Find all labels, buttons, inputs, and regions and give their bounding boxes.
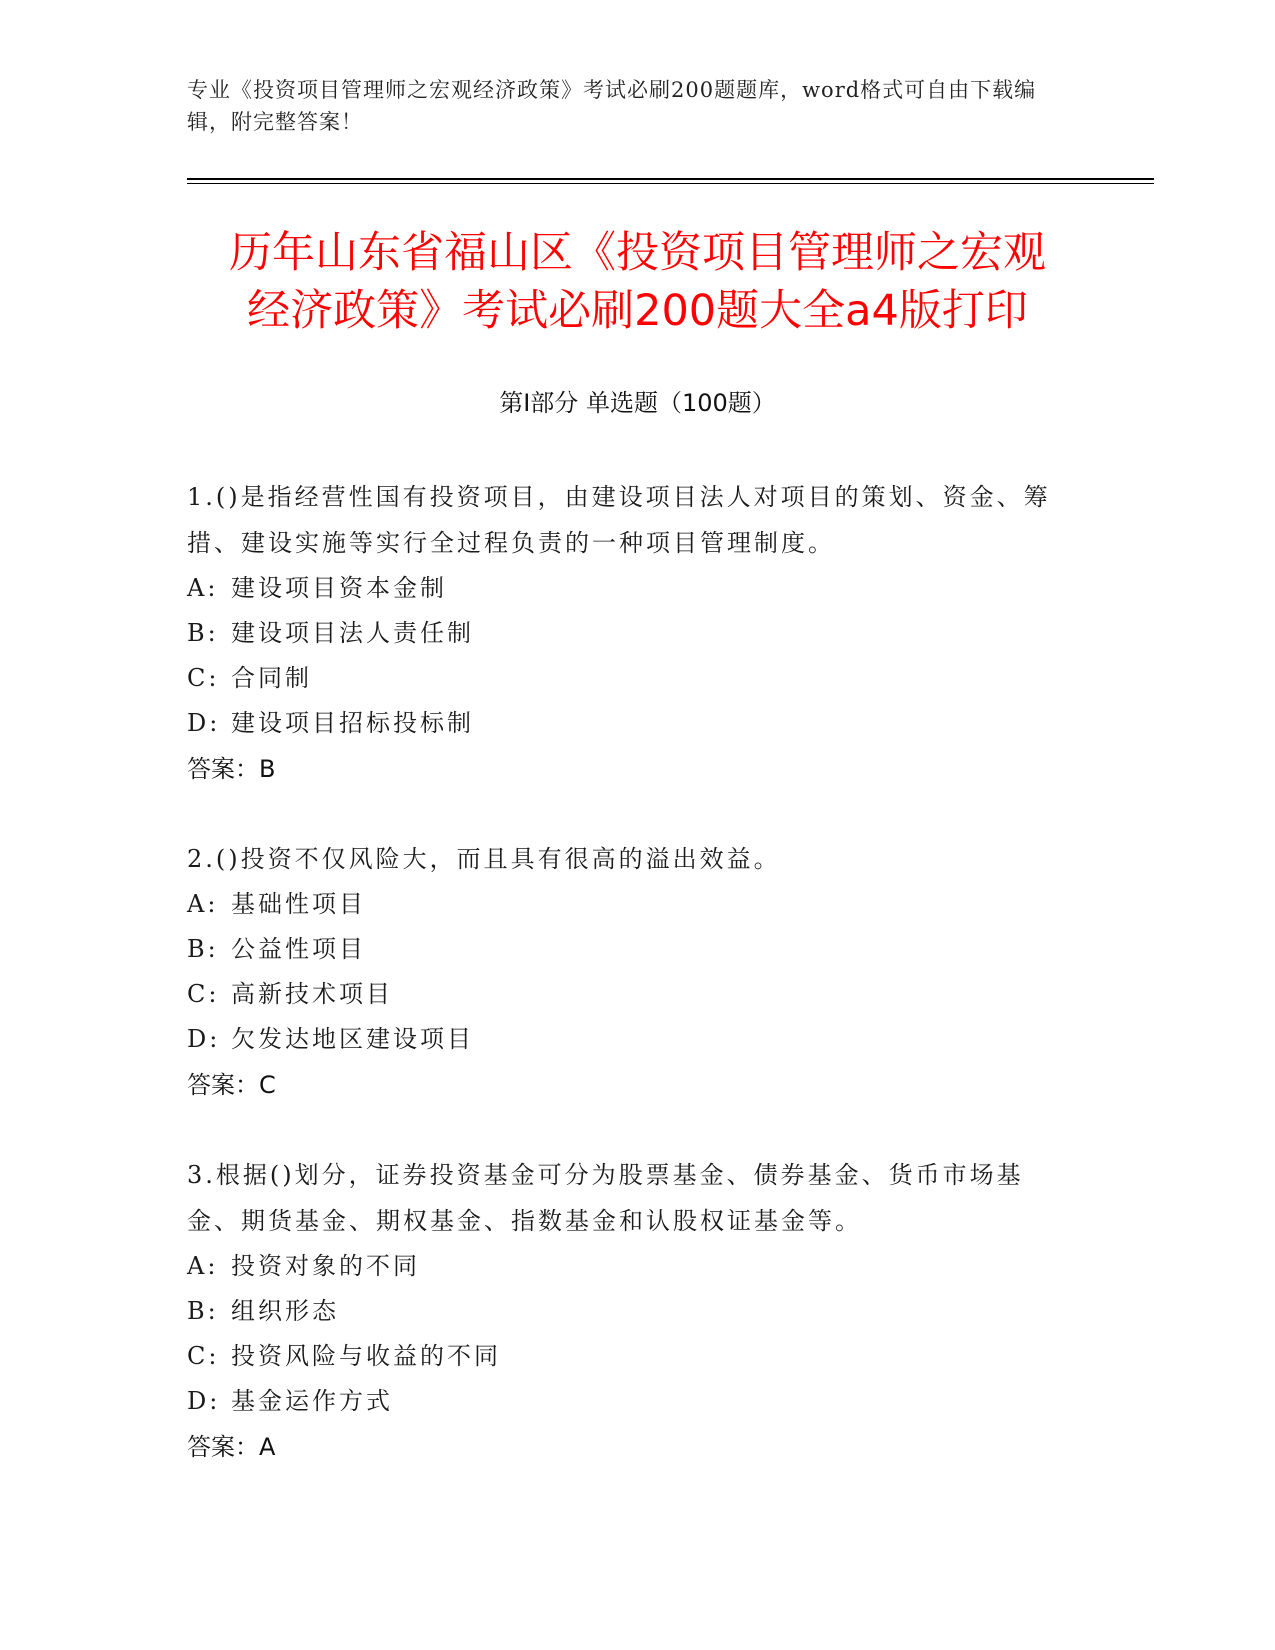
option-key: C:: [187, 664, 220, 692]
option-text: 基金运作方式: [231, 1387, 393, 1415]
option-text: 建设项目法人责任制: [231, 619, 474, 647]
option-key: B:: [187, 935, 219, 963]
header-divider-thick: [187, 178, 1154, 180]
option-key: C:: [187, 980, 220, 1008]
option-text: 建设项目资本金制: [231, 574, 447, 602]
option-key: A:: [187, 574, 219, 602]
option-key: D:: [187, 1387, 221, 1415]
header-note: 专业《投资项目管理师之宏观经济政策》考试必刷200题题库，word格式可自由下载编辑，附完整答案！: [187, 78, 1037, 134]
option-text: 合同制: [231, 664, 312, 692]
option-key: D:: [187, 709, 221, 737]
question-stem: 2.()投资不仅风险大，而且具有很高的溢出效益。: [187, 845, 781, 873]
option-text: 投资对象的不同: [231, 1252, 420, 1280]
question-2: [187, 836, 1067, 1108]
option-text: 投资风险与收益的不同: [231, 1342, 501, 1370]
section-title: 第Ⅰ部分 单选题（100题）: [499, 389, 776, 417]
answer: 答案：B: [187, 755, 276, 783]
option-text: 高新技术项目: [231, 980, 393, 1008]
question-3: [187, 1152, 1067, 1470]
answer: 答案：C: [187, 1071, 276, 1099]
option-key: A:: [187, 1252, 219, 1280]
option-d: [187, 701, 1067, 746]
option-c: [187, 656, 1067, 701]
option-a: [187, 1244, 1067, 1289]
option-b: [187, 611, 1067, 656]
option-d: [187, 1379, 1067, 1424]
option-text: 建设项目招标投标制: [231, 709, 474, 737]
option-text: 欠发达地区建设项目: [231, 1025, 474, 1053]
option-d: [187, 1017, 1067, 1062]
option-key: C:: [187, 1342, 220, 1370]
option-a: [187, 882, 1067, 927]
option-text: 基础性项目: [231, 890, 366, 918]
option-c: [187, 1334, 1067, 1379]
option-text: 公益性项目: [231, 935, 366, 963]
question-stem: 1.()是指经营性国有投资项目，由建设项目法人对项目的策划、资金、筹措、建设实施等实行全过程负责的一种项目管理制度。: [187, 483, 1051, 557]
question-stem: 3.根据()划分，证券投资基金可分为股票基金、债券基金、货币市场基金、期货基金、期权基金、指数基金和认股权证基金等。: [187, 1161, 1024, 1235]
header-divider-thin: [187, 183, 1154, 184]
document-title-line-2: 经济政策》考试必刷200题大全a4版打印: [247, 286, 1028, 336]
option-text: 组织形态: [231, 1297, 339, 1325]
option-c: [187, 972, 1067, 1017]
option-a: [187, 566, 1067, 611]
option-key: B:: [187, 619, 219, 647]
option-b: [187, 927, 1067, 972]
question-list: [187, 474, 1067, 1514]
option-key: D:: [187, 1025, 221, 1053]
option-b: [187, 1289, 1067, 1334]
document-title: [140, 224, 1135, 340]
option-key: A:: [187, 890, 219, 918]
document-title-line-1: 历年山东省福山区《投资项目管理师之宏观: [229, 228, 1046, 278]
question-1: [187, 474, 1067, 792]
answer: 答案：A: [187, 1433, 276, 1461]
option-key: B:: [187, 1297, 219, 1325]
